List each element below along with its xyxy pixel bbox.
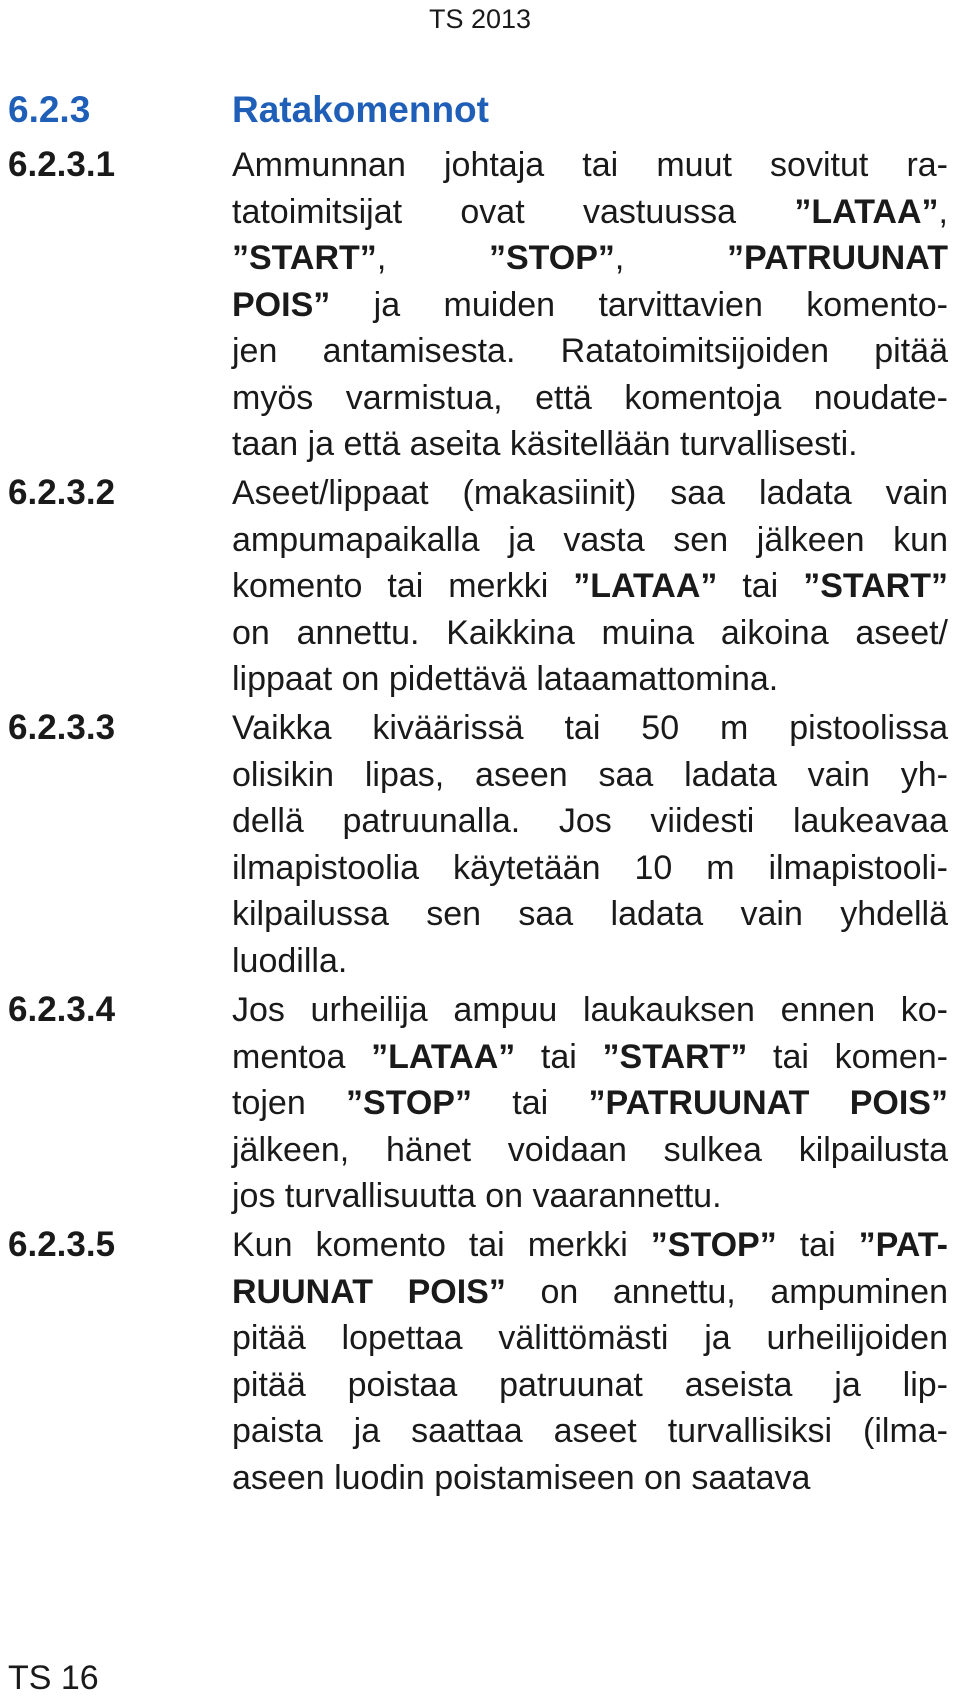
rule-text [232, 705, 948, 984]
command-keyword: ”PAT- [858, 1226, 948, 1264]
text-line: luodilla. [232, 941, 348, 980]
command-keyword: POIS” [232, 285, 331, 324]
text-line: tojen ”STOP” tai ”PATRUUNAT POIS” [232, 1084, 948, 1122]
text-line: taan ja että aseita käsitellään turvallisesti. [232, 425, 858, 463]
text-line: ilmapistoolia käytetään 10 m ilmapistooli- [232, 848, 948, 887]
command-keyword: ”PATRUUNAT POIS” [588, 1084, 948, 1122]
text-line: ”START”, ”STOP”, ”PATRUUNAT [232, 239, 948, 277]
text-line: lippaat on pidettävä lataamattomina. [232, 660, 779, 698]
text-line: olisikin lipas, aseen saa ladata vain yh- [232, 755, 948, 794]
text-line: aseen luodin poistamiseen on saatava [232, 1458, 811, 1497]
text-line: POIS” ja muiden tarvittavien komento- [232, 285, 948, 324]
text-line: pitää lopettaa välittömästi ja urheilijoiden [232, 1319, 948, 1357]
text-line: ampumapaikalla ja vasta sen jälkeen kun [232, 520, 948, 559]
text-line: RUUNAT POIS” on annettu, ampuminen [232, 1272, 948, 1311]
rule-text [232, 987, 948, 1220]
section-heading-title: Ratakomennot [232, 89, 489, 130]
command-keyword: ”START” [602, 1037, 748, 1076]
text-line: Kun komento tai merkki ”STOP” tai ”PAT- [232, 1226, 948, 1264]
rule-number: 6.2.3.5 [8, 1225, 116, 1264]
command-keyword: ”STOP” [650, 1226, 777, 1264]
text-line: Ammunnan johtaja tai muut sovitut ra- [232, 146, 948, 184]
command-keyword: ”LATAA” [794, 192, 939, 231]
command-keyword: RUUNAT POIS” [232, 1272, 506, 1311]
page-header: TS 2013 [428, 4, 532, 34]
text-line: komento tai merkki ”LATAA” tai ”START” [232, 567, 948, 605]
text-line: jälkeen, hänet voidaan sulkea kilpailusta [232, 1130, 948, 1169]
command-keyword: ”PATRUUNAT [727, 239, 948, 277]
text-line: on annettu. Kaikkina muina aikoina aseet/ [232, 613, 948, 652]
text-line: paista ja saattaa aseet turvallisiksi (ilma- [232, 1412, 948, 1450]
text-line: jos turvallisuutta on vaarannettu. [232, 1177, 722, 1215]
rule-text [232, 470, 948, 703]
text-line: myös varmistua, että komentoja noudate- [232, 378, 948, 417]
text-line: Jos urheilija ampuu laukauksen ennen ko- [232, 991, 948, 1029]
section-heading-number: 6.2.3 [8, 89, 91, 130]
text-line: kilpailussa sen saa ladata vain yhdellä [232, 895, 948, 933]
text-line: Vaikka kiväärissä tai 50 m pistoolissa [232, 709, 948, 747]
rule-number: 6.2.3.2 [8, 473, 116, 512]
text-line: Aseet/lippaat (makasiinit) saa ladata vain [232, 474, 948, 512]
rule-number: 6.2.3.3 [8, 708, 116, 747]
page-footer: TS 16 [8, 1659, 99, 1697]
rule-number: 6.2.3.4 [8, 990, 116, 1029]
command-keyword: ”STOP” [346, 1084, 472, 1122]
command-keyword: ”START” [232, 239, 377, 277]
text-line: tatoimitsijat ovat vastuussa ”LATAA”, [232, 192, 948, 231]
rule-text [232, 1222, 948, 1501]
text-line: pitää poistaa patruunat aseista ja lip- [232, 1365, 948, 1404]
command-keyword: ”LATAA” [573, 567, 718, 605]
rule-number: 6.2.3.1 [8, 145, 116, 184]
text-line: mentoa ”LATAA” tai ”START” tai komen- [232, 1037, 948, 1076]
command-keyword: ”START” [803, 567, 948, 605]
text-line: dellä patruunalla. Jos viidesti laukeavaa [232, 802, 948, 840]
command-keyword: ”STOP” [488, 239, 615, 277]
rule-text [232, 142, 948, 468]
command-keyword: ”LATAA” [371, 1037, 516, 1076]
text-line: jen antamisesta. Ratatoimitsijoiden pitää [232, 332, 948, 370]
